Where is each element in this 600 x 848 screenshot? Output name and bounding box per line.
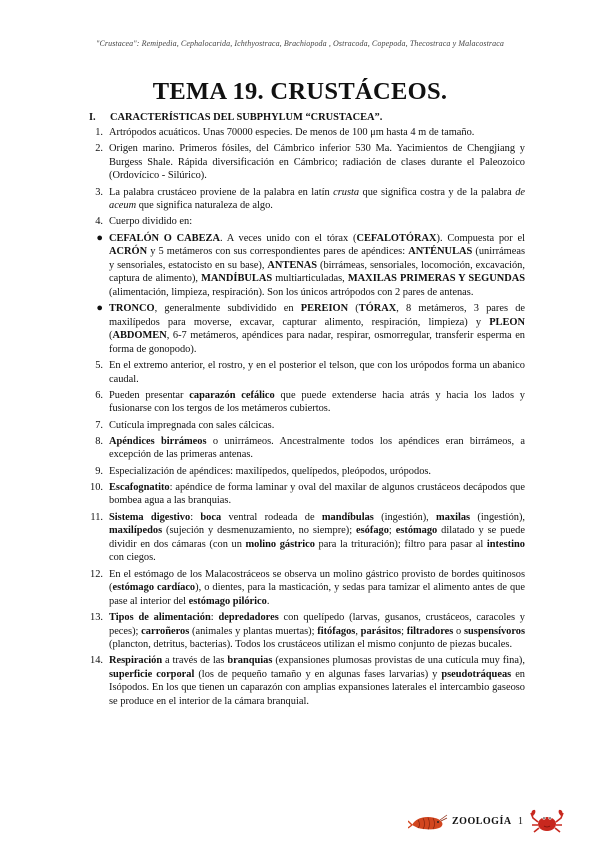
- characteristics-list: [90, 126, 526, 711]
- list-item-text: CEFALÓN O CABEZA. A veces unido con el tórax (CEFALOTÓRAX). Compuesta por el ACRÓN y 5 metámeros con sus correspondientes pares de apéndices: ANTÉNULAS (unirrámeas y sensoriales, estatocisto en su base), ANTENAS (birrámeas, sensoriales, locomoción, excavación, captura de alimento), MANDÍBULAS multiarticuladas, MAXILAS PRIMERAS Y SEGUNDAS (alimentación, limpieza, respiración). Son los únicos artrópodos con 2 pares de antenas.: [109, 232, 525, 298]
- list-marker: 1.: [95, 127, 103, 138]
- list-item-text: En el extremo anterior, el rostro, y en el posterior el telson, que con los urópodos forma un abanico caudal.: [109, 360, 525, 385]
- page-number: 1: [518, 816, 523, 827]
- list-item: [90, 611, 526, 652]
- list-marker: 13.: [90, 611, 103, 623]
- list-marker: 5.: [95, 360, 103, 372]
- list-marker: 11.: [90, 511, 103, 523]
- list-marker: 12.: [90, 568, 103, 580]
- page-title: TEMA 19. CRUSTÁCEOS.: [152, 78, 448, 105]
- list-item: [90, 511, 526, 565]
- list-marker: 7.: [95, 419, 103, 431]
- list-item-text: Especialización de apéndices: maxilípedos, quelípedos, pleópodos, urópodos.: [109, 465, 432, 477]
- list-marker: 6.: [95, 389, 103, 401]
- list-item-text: Origen marino. Primeros fósiles, del Cámbrico inferior 530 Ma. Yacimientos de Chengjiang y Burgess Shale. Rápida diversificación en Cámbrico; radiación de clases durante el Paleozoico (Ordovícico - Silúrico).: [109, 143, 525, 182]
- list-item-text: Tipos de alimentación: depredadores con quelípedo (larvas, gusanos, crustáceos, caracoles y peces); carroñeros (animales y plantas muertas); fitófagos, parásitos; filtradores o suspensívoros (plancton, detritus, bacterias). Todos los crustáceos utilizan el mismo conjunto de piezas bucales.: [109, 611, 526, 651]
- running-header: "Crustacea": Remipedia, Cephalocarida, Ichthyostraca, Brachiopoda , Ostracoda, Copepoda, Thecostraca y Malacostraca: [96, 39, 504, 48]
- footer-label: ZOOLOGÍA: [452, 816, 512, 827]
- list-item: [96, 302, 526, 356]
- section-heading-text: CARACTERÍSTICAS DEL SUBPHYLUM “CRUSTACEA”.: [110, 112, 383, 123]
- list-item-text: Cuerpo dividido en:: [109, 216, 193, 228]
- list-item-text: TRONCO, generalmente subdividido en PEREION (TÓRAX, 8 metámeros, 3 pares de maxilípedos para moverse, excavar, capturar alimento, respiración, limpieza) y PLEON (ABDOMEN, 6-7 metámeros, apéndices para nadar, respirar, osmorregular, transferir esperma en forma de gonopodo).: [109, 303, 526, 355]
- list-item: [90, 654, 525, 708]
- list-item: [90, 568, 525, 609]
- list-marker: 8.: [95, 435, 103, 447]
- list-marker: 10.: [90, 481, 103, 493]
- list-item-text: Respiración a través de las branquias (expansiones plumosas provistas de una cutícula muy fina), superficie corporal (los de pequeño tamaño y en algunas fases larvarias) y pseudotráqueas en Isópodos. En los que tienen un caparazón con amplias expansiones laterales el intercambio gaseoso se produce en el interior de la cámara branquial.: [109, 655, 525, 708]
- list-item-text: Sistema digestivo: boca ventral rodeada de mandíbulas (ingestión), maxilas (ingestión), maxilípedos (sujeción y desmenuzamiento, no siempre); esófago; estómago dilatado y se puede dividir en dos cámaras (con un molino gástrico para la trituración); filtro para pasar al intestino con ciegos.: [109, 511, 526, 564]
- list-item-text: Escafognatito: apéndice de forma laminar y oval del maxilar de algunos crustáceos decápodos que bombea agua a las branquias.: [109, 481, 525, 507]
- shrimp-icon: [408, 814, 448, 837]
- list-item: [95, 126, 525, 140]
- list-item: [90, 481, 525, 508]
- list-marker: 9.: [95, 465, 103, 477]
- list-item: [95, 389, 525, 416]
- section-number: I.: [89, 112, 96, 123]
- list-marker: ●: [96, 302, 103, 315]
- list-item: [95, 186, 525, 213]
- list-marker: 2.: [95, 143, 103, 155]
- footer: [408, 808, 568, 836]
- list-item: [95, 465, 525, 479]
- list-item: [95, 419, 525, 433]
- crab-icon: [530, 808, 564, 841]
- list-marker: 3.: [95, 186, 103, 198]
- list-item: [96, 231, 525, 300]
- list-item: [95, 435, 525, 462]
- list-item-text: Pueden presentar caparazón cefálico que puede extenderse hacia atrás y hacia los lados y fusionarse con los tergos de los metámeros cubiertos.: [109, 389, 525, 415]
- section-heading: [89, 112, 382, 123]
- list-item-text: Apéndices birrámeos o unirrámeos. Ancestralmente todos los apéndices eran birrámeos, a excepción de las primeras antenas.: [109, 435, 525, 461]
- list-marker: 4.: [95, 216, 103, 228]
- list-item-text: La palabra crustáceo proviene de la palabra en latín crusta que significa costra y de la palabra de aceum que significa naturaleza de algo.: [109, 186, 525, 212]
- list-marker: 14.: [90, 655, 103, 667]
- list-item-text: Cutícula impregnada con sales cálcicas.: [109, 419, 275, 431]
- list-item: [95, 359, 525, 386]
- list-marker: ●: [96, 231, 103, 244]
- list-item-text: Artrópodos acuáticos. Unas 70000 especies. De menos de 100 μm hasta 4 m de tamaño.: [109, 127, 475, 138]
- list-item: [95, 142, 525, 183]
- list-item: [95, 215, 525, 229]
- list-item-text: En el estómago de los Malacostráceos se observa un molino gástrico provisto de bordes quitinosos (estómago cardíaco), o dientes, para la masticación, y sedas para tamizar el alimento antes de que pase al interior del estómago pilórico.: [109, 568, 525, 607]
